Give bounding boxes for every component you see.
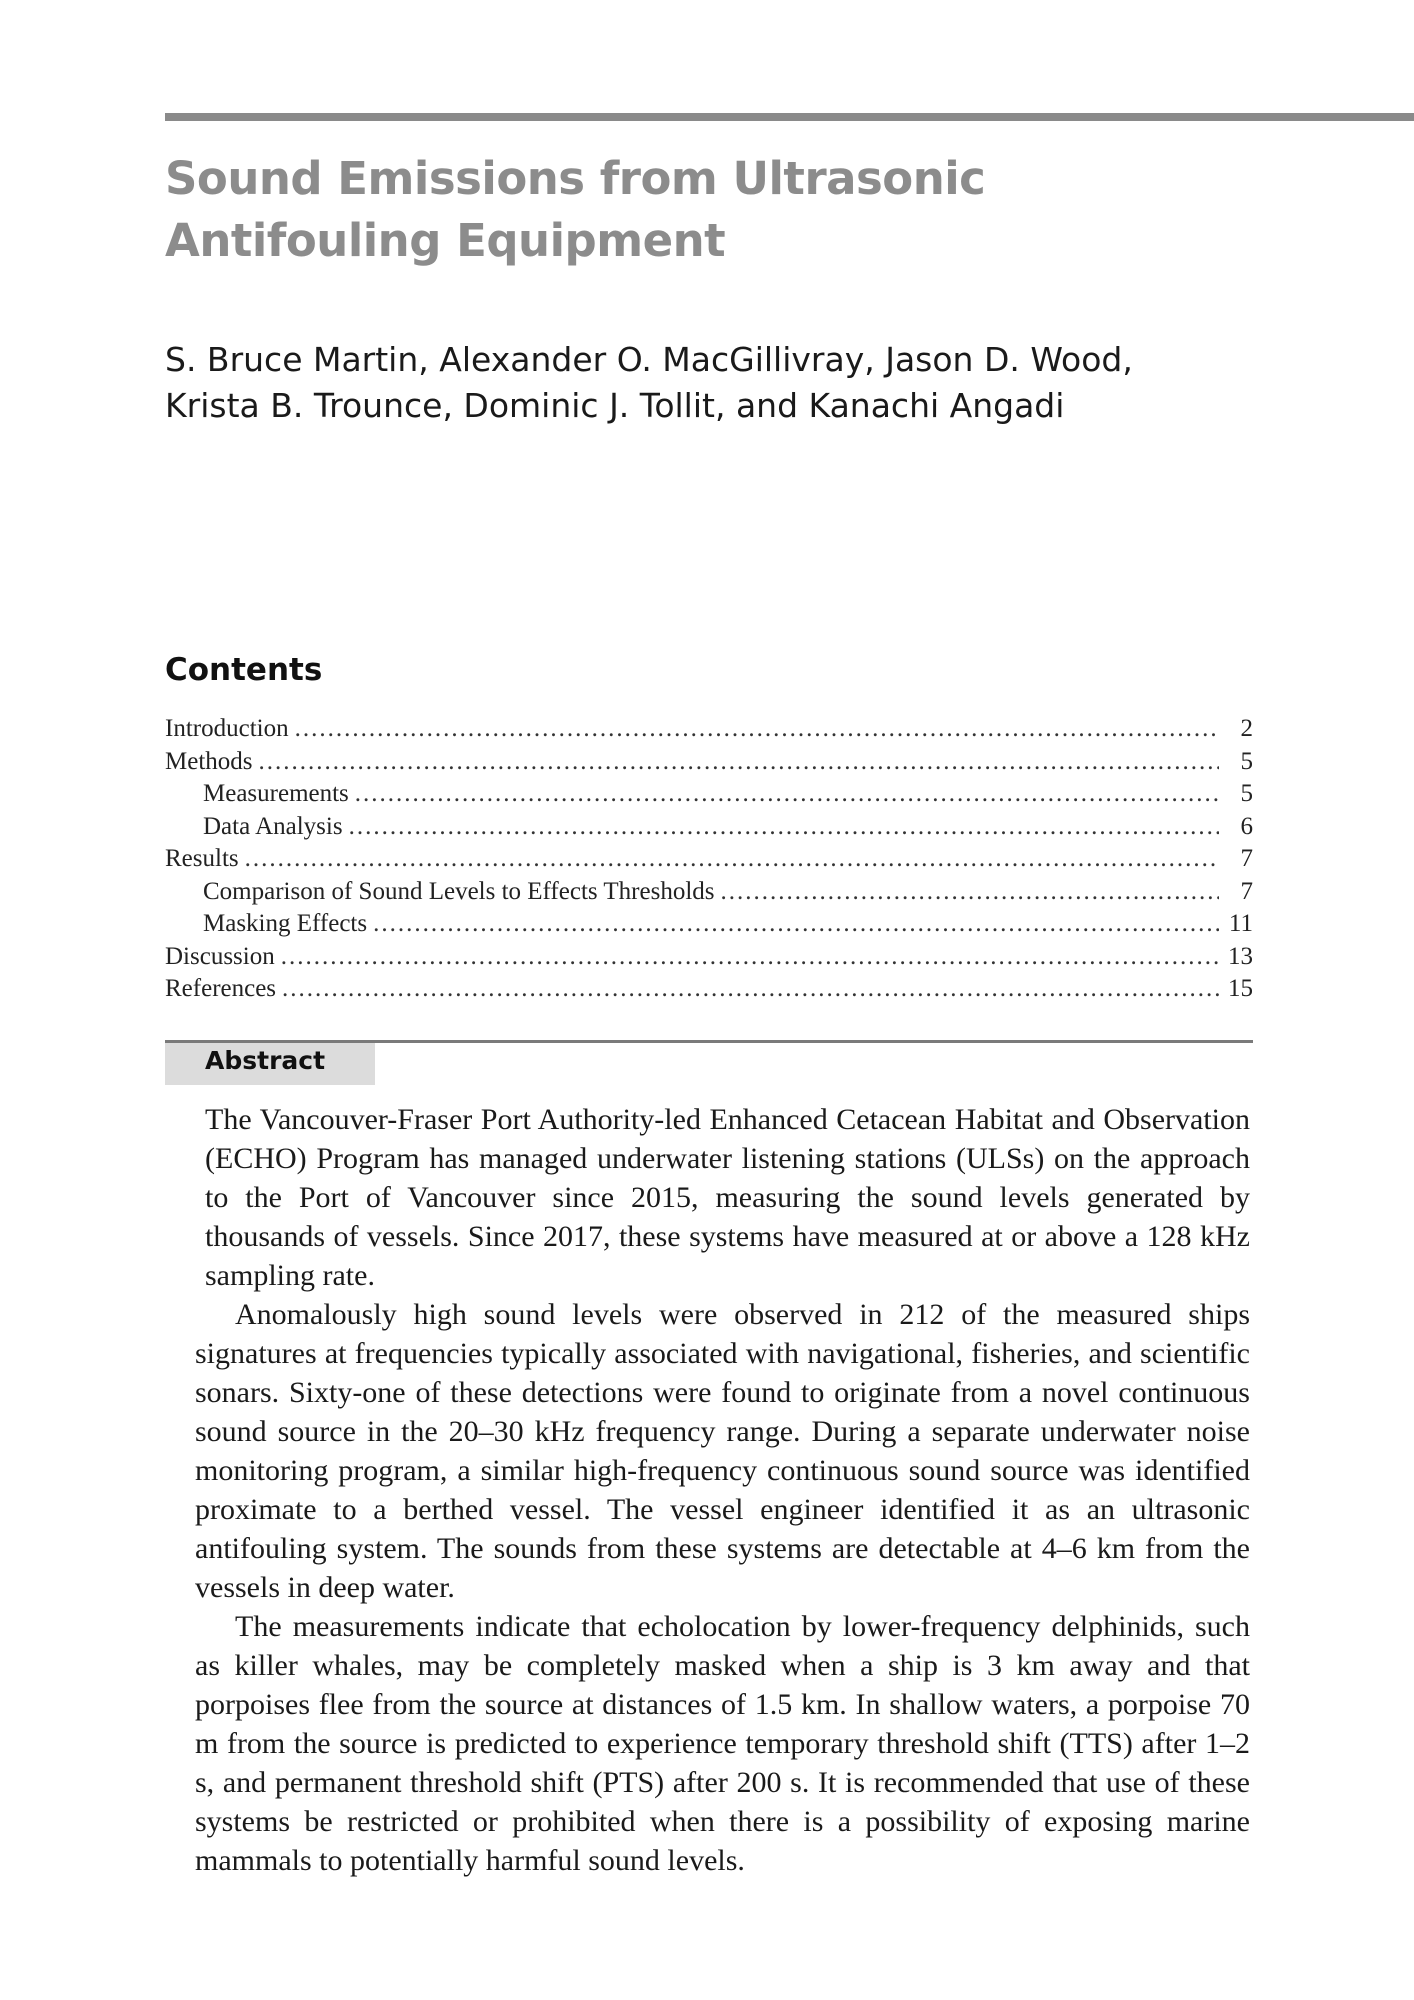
toc-entry-references[interactable] xyxy=(165,975,1253,1008)
toc-entry-label: Data Analysis xyxy=(203,812,343,840)
toc-page-number: 5 xyxy=(1240,780,1253,807)
toc-entry-label: Masking Effects xyxy=(203,910,368,937)
toc-entry-masking-effects[interactable] xyxy=(165,910,1253,943)
table-of-contents xyxy=(165,715,1253,1008)
abstract-paragraph: The Vancouver-Fraser Port Authority-led Enhanced Cetacean Habitat and Observation (ECHO) Program has managed underwater listening stations (ULSs) on the approach to the Port of Vancouver since 2015, measuring the sound levels generated by thousands of vessels. Since 2017, these systems have measured at or above a 128 kHz sampling rate. xyxy=(205,1103,1250,1292)
toc-entry-label: Introduction xyxy=(165,715,289,742)
author-line: S. Bruce Martin, Alexander O. MacGillivray, Jason D. Wood, xyxy=(165,340,1133,379)
toc-leader xyxy=(355,780,1219,808)
abstract-heading: Abstract xyxy=(205,1046,326,1075)
toc-leader xyxy=(349,813,1219,841)
title-line: Antifouling Equipment xyxy=(165,214,726,267)
toc-entry-label: Results xyxy=(165,845,239,872)
toc-entry-discussion[interactable] xyxy=(165,943,1253,976)
toc-page-number: 7 xyxy=(1240,845,1253,872)
toc-leader xyxy=(281,943,1219,971)
toc-page-number: 2 xyxy=(1240,715,1253,742)
toc-page-number: 5 xyxy=(1240,747,1253,775)
toc-entry-label: Measurements xyxy=(203,780,349,807)
toc-leader xyxy=(295,715,1219,743)
author-list xyxy=(165,337,1315,429)
toc-entry-label: Methods xyxy=(165,747,253,775)
toc-page-number: 7 xyxy=(1240,877,1253,905)
toc-entry-methods[interactable] xyxy=(165,748,1253,781)
toc-leader xyxy=(245,845,1219,873)
toc-entry-comparison[interactable] xyxy=(165,878,1253,911)
abstract-paragraph: Anomalously high sound levels were observed in 212 of the measured ships signatures at frequencies typically associated with navigational, fisheries, and scientific sonars. Sixty-one of these detections were found to originate from a novel continuous sound source in the 20–30 kHz frequency range. During a separate underwater noise monitoring program, a similar high-frequency continuous sound source was identified proximate to a berthed vessel. The vessel engineer identified it as an ultrasonic antifouling system. The sounds from these systems are detectable at 4–6 km from the vessels in deep water. xyxy=(195,1298,1250,1604)
toc-entry-label: References xyxy=(165,975,277,1002)
chapter-title xyxy=(165,148,1265,272)
author-line: Krista B. Trounce, Dominic J. Tollit, and Kanachi Angadi xyxy=(165,386,1065,425)
toc-page-number: 6 xyxy=(1240,812,1253,840)
toc-leader xyxy=(373,910,1219,938)
toc-entry-introduction[interactable] xyxy=(165,715,1253,748)
title-line: Sound Emissions from Ultrasonic xyxy=(165,152,986,205)
toc-entry-label: Comparison of Sound Levels to Effects Thresholds xyxy=(203,877,715,905)
abstract-paragraph: The measurements indicate that echolocation by lower-frequency delphinids, such as killer whales, may be completely masked when a ship is 3 km away and that porpoises flee from the source at distances of 1.5 km. In shallow waters, a porpoise 70 m from the source is predicted to experience temporary threshold shift (TTS) after 1–2 s, and permanent threshold shift (PTS) after 200 s. It is recommended that use of these systems be restricted or prohibited when there is a possibility of exposing marine mammals to potentially harmful sound levels. xyxy=(195,1610,1250,1877)
abstract-body xyxy=(195,1100,1250,1880)
toc-entry-label: Discussion xyxy=(165,942,275,970)
toc-leader xyxy=(282,975,1219,1003)
contents-heading: Contents xyxy=(165,652,323,688)
toc-page-number: 13 xyxy=(1228,942,1253,970)
toc-entry-measurements[interactable] xyxy=(165,780,1253,813)
toc-entry-results[interactable] xyxy=(165,845,1253,878)
toc-leader xyxy=(259,748,1220,776)
toc-entry-data-analysis[interactable] xyxy=(165,813,1253,846)
toc-page-number: 15 xyxy=(1228,975,1253,1002)
toc-leader xyxy=(721,878,1219,906)
top-rule xyxy=(165,113,1414,121)
toc-page-number: 11 xyxy=(1228,910,1253,937)
